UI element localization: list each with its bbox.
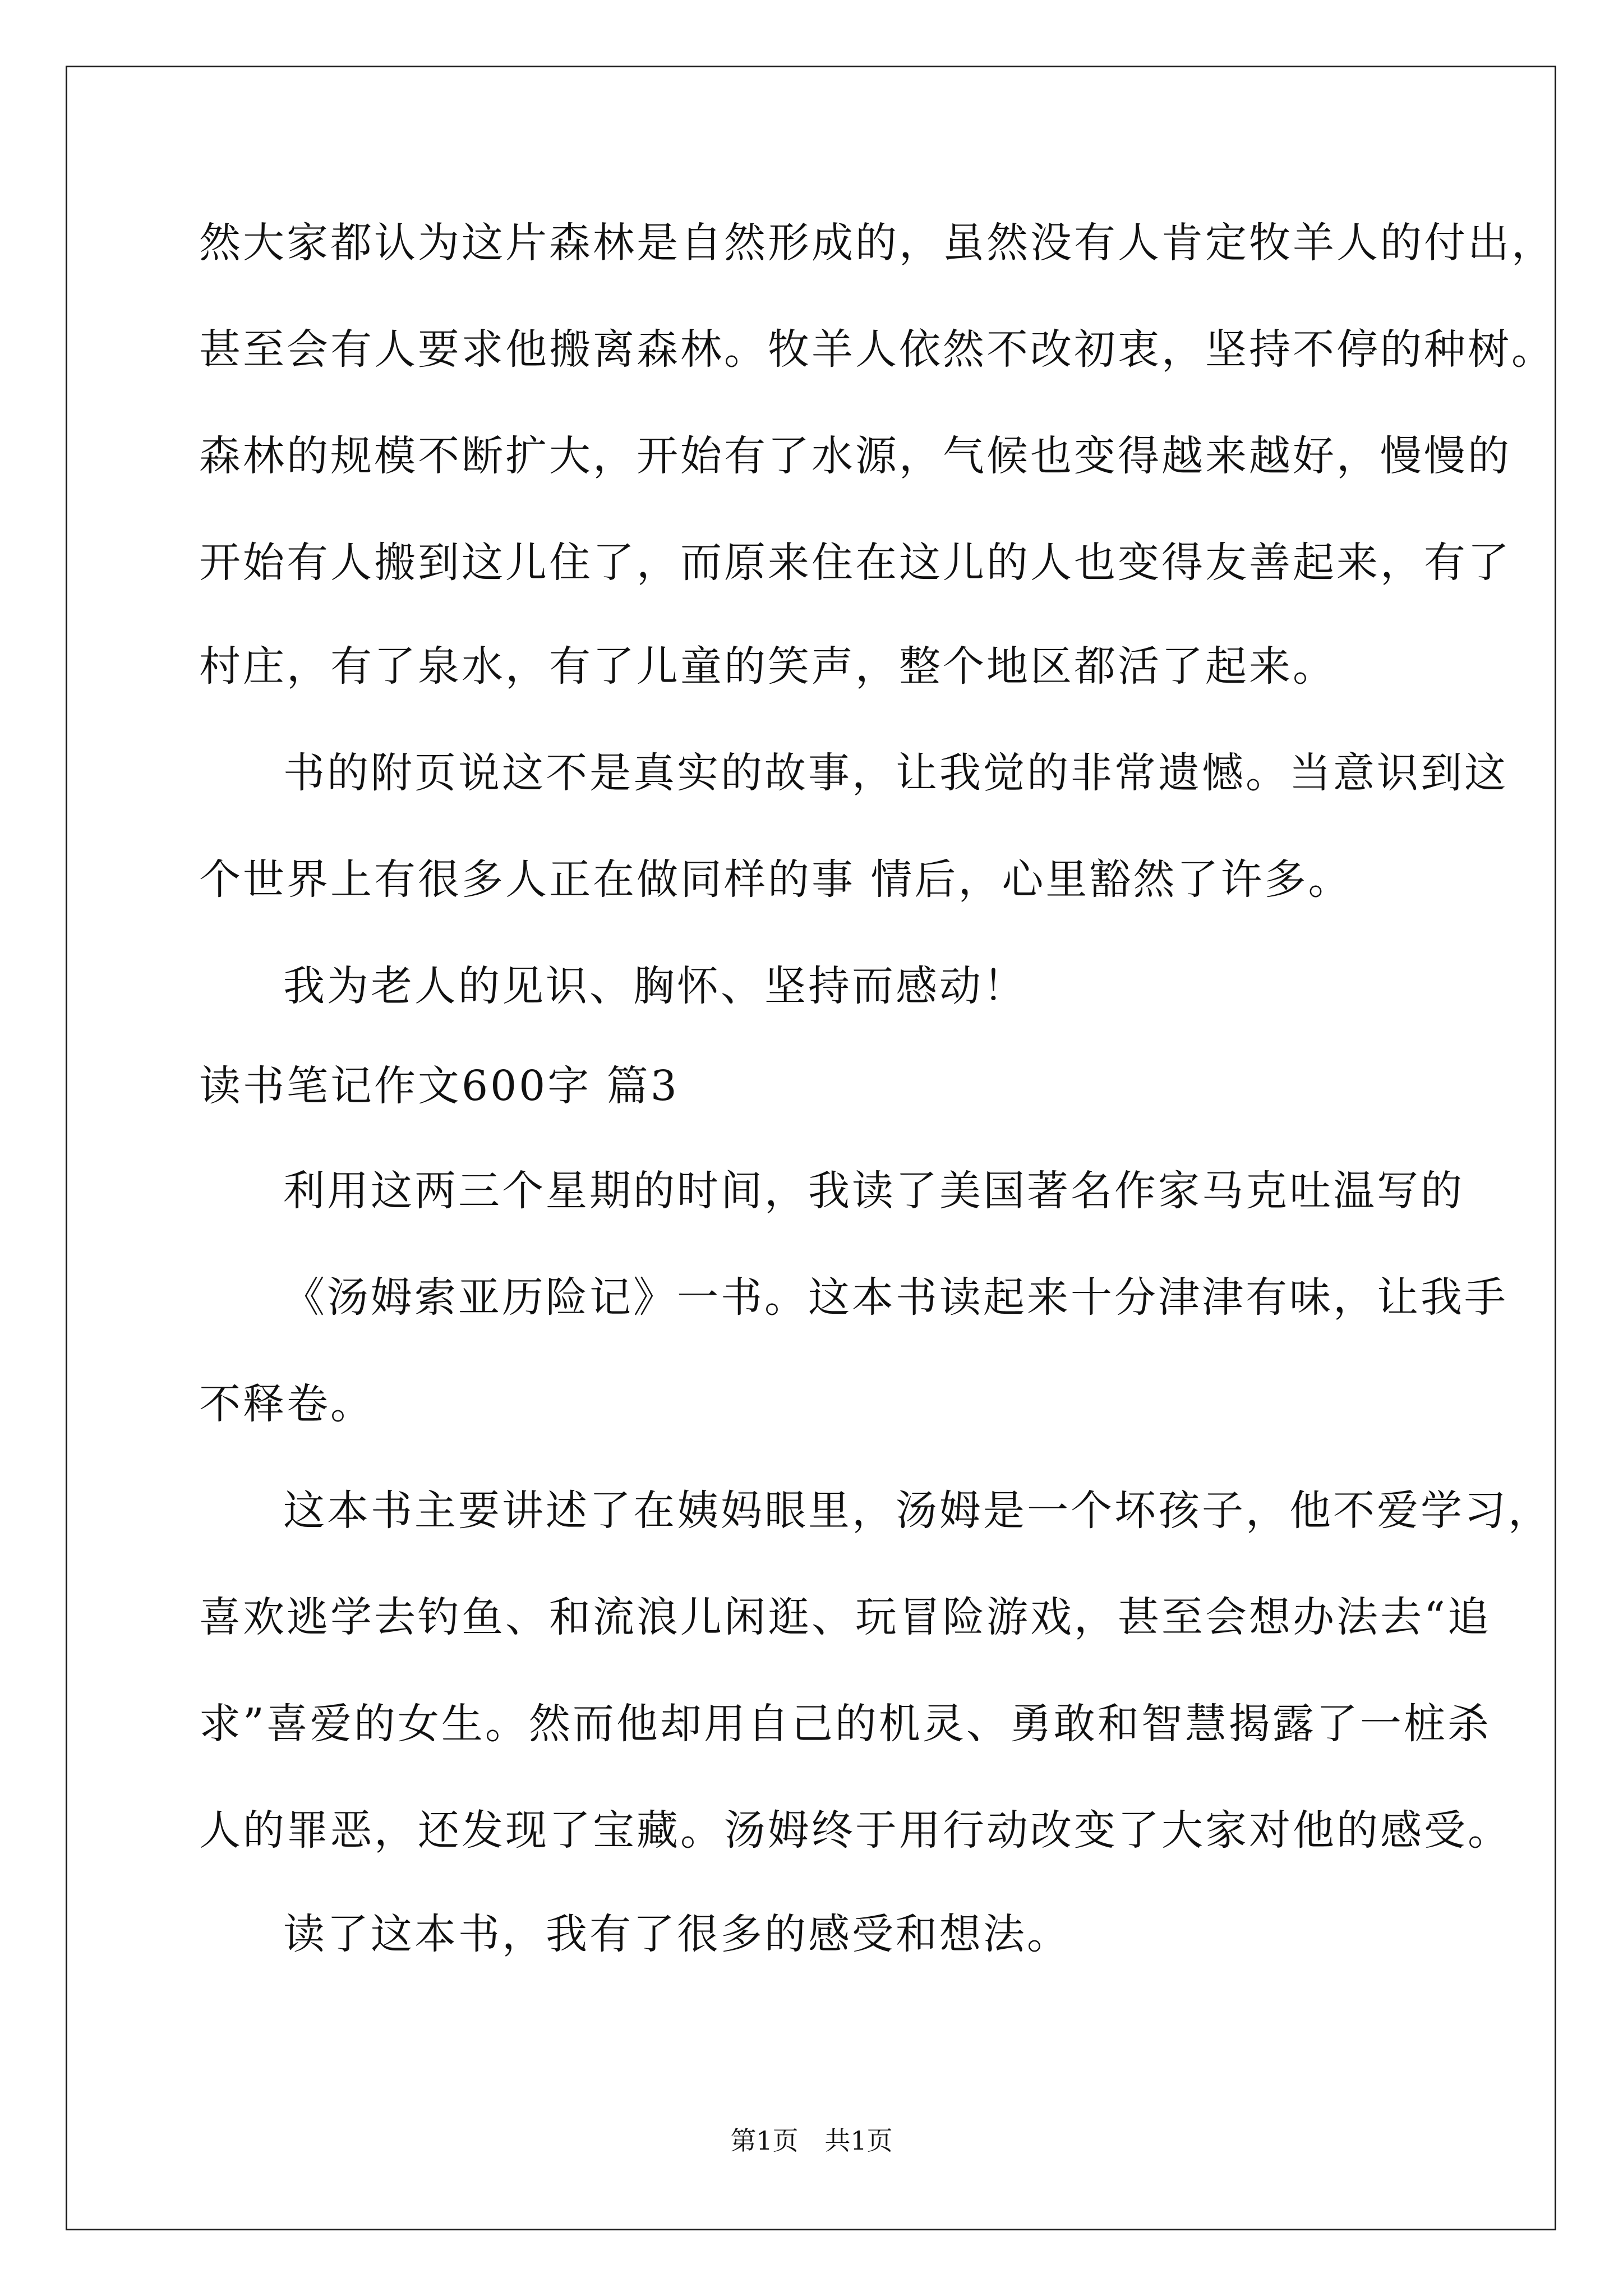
page-total: 共1页	[824, 2125, 893, 2156]
section-heading: 读书笔记作文600字 篇3	[199, 1062, 679, 1110]
text-line: 我为老人的见识、胸怀、坚持而感动！	[283, 962, 1027, 1010]
text-line: 森林的规模不断扩大，开始有了水源，气候也变得越来越好，慢慢的	[199, 432, 1511, 480]
text-line: 开始有人搬到这儿住了，而原来住在这儿的人也变得友善起来，有了	[199, 539, 1511, 587]
page-footer	[0, 2124, 1623, 2157]
text-line: 求”喜爱的女生。然而他却用自己的机灵、勇敢和智慧揭露了一桩杀	[199, 1700, 1491, 1748]
text-line: 不释卷。	[199, 1380, 374, 1428]
text-line: 读了这本书，我有了很多的感受和想法。	[283, 1910, 1071, 1958]
text-line: 《汤姆索亚历险记》一书。这本书读起来十分津津有味，让我手	[283, 1273, 1508, 1322]
text-line: 村庄，有了泉水，有了儿童的笑声，整个地区都活了起来。	[199, 642, 1336, 691]
text-line: 个世界上有很多人正在做同样的事 情后，心里豁然了许多。	[199, 855, 1352, 904]
text-line: 利用这两三个星期的时间，我读了美国著名作家马克吐温写的	[283, 1167, 1464, 1215]
text-line: 这本书主要讲述了在姨妈眼里，汤姆是一个坏孩子，他不爱学习，	[283, 1487, 1552, 1535]
text-line: 甚至会有人要求他搬离森林。牧羊人依然不改初衷，坚持不停的种树。	[199, 325, 1555, 374]
text-line: 人的罪恶，还发现了宝藏。汤姆终于用行动改变了大家对他的感受。	[199, 1806, 1511, 1855]
text-line: 然大家都认为这片森林是自然形成的，虽然没有人肯定牧羊人的付出，	[199, 219, 1555, 267]
page-number: 第1页	[730, 2125, 799, 2156]
text-line: 书的附页说这不是真实的故事，让我觉的非常遗憾。当意识到这	[283, 749, 1508, 797]
text-line: 喜欢逃学去钓鱼、和流浪儿闲逛、玩冒险游戏，甚至会想办法去“追	[199, 1593, 1491, 1641]
page-border	[66, 66, 1556, 2230]
